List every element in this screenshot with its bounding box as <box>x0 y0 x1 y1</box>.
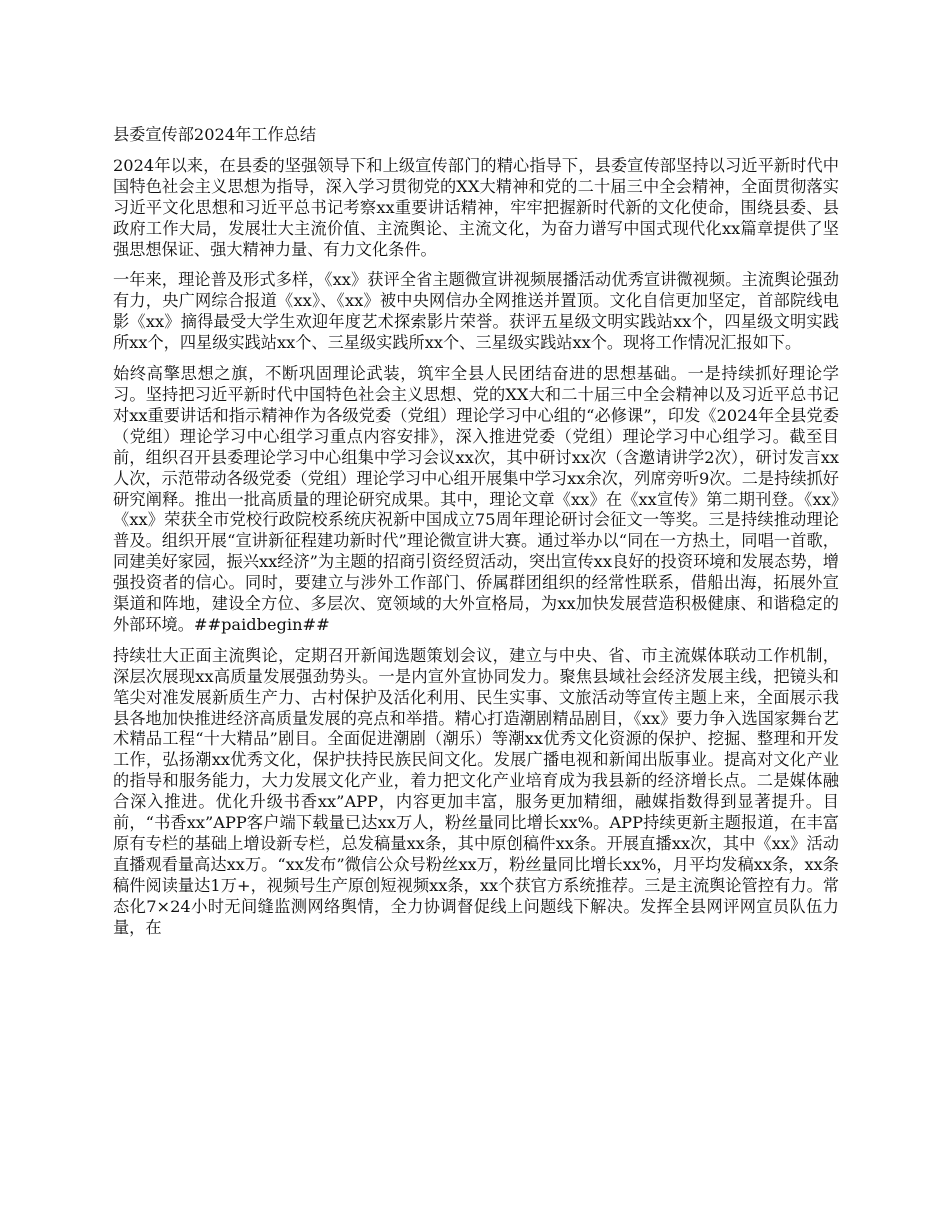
document-title: 县委宣传部2024年工作总结 <box>113 125 317 144</box>
document-body <box>113 125 839 949</box>
paragraph-achievements: 一年来，理论普及形式多样，《xx》获评全省主题微宣讲视频展播活动优秀宣讲微视频。主流舆论强劲有力，央广网综合报道《xx》、《xx》被中央网信办全网推送并置顶。文化自信更加坚定，首部院线电影《xx》摘得最受大学生欢迎年度艺术探索影片荣誉。获评五星级文明实践站xx个，四星级文明实践所xx个，四星级实践站xx个、三星级实践所xx个、三星级实践站xx个。现将工作情况汇报如下。 <box>113 270 839 353</box>
paragraph-theory: 始终高擎思想之旗，不断巩固理论武装，筑牢全县人民团结奋进的思想基础。一是持续抓好理论学习。坚持把习近平新时代中国特色社会主义思想、党的XX大和二十届三中全会精神以及习近平总书记对xx重要讲话和指示精神作为各级党委（党组）理论学习中心组的“必修课”，印发《2024年全县党委（党组）理论学习中心组学习重点内容安排》，深入推进党委（党组）理论学习中心组学习。截至目前，组织召开县委理论学习中心组集中学习会议xx次，其中研讨xx次（含邀请讲学2次），研讨发言xx人次，示范带动各级党委（党组）理论学习中心组开展集中学习xx余次，列席旁听9次。二是持续抓好研究阐释。推出一批高质量的理论研究成果。其中，理论文章《xx》在《xx宣传》第二期刊登。《xx》《xx》荣获全市党校行政院校系统庆祝新中国成立75周年理论研讨会征文一等奖。三是持续推动理论普及。组织开展“宣讲新征程建功新时代”理论微宣讲大赛。通过举办以“同在一方热土，同唱一首歌，同建美好家园，振兴xx经济”为主题的招商引资经贸活动，突出宣传xx良好的投资环境和发展态势，增强投资者的信心。同时，要建立与涉外工作部门、侨属群团组织的经常性联系，借船出海，拓展外宣渠道和阵地，建设全方位、多层次、宽领域的大外宣格局，为xx加快发展营造积极健康、和谐稳定的外部环境。##paidbegin## <box>113 364 839 634</box>
paragraph-public-opinion: 持续壮大正面主流舆论，定期召开新闻选题策划会议，建立与中央、省、市主流媒体联动工作机制，深层次展现xx高质量发展强劲势头。一是内宣外宣协同发力。聚焦县域社会经济发展主线，把镜头和笔尖对准发展新质生产力、古村保护及活化利用、民生实事、文旅活动等宣传主题上来，全面展示我县各地加快推进经济高质量发展的亮点和举措。精心打造潮剧精品剧目，《xx》要力争入选国家舞台艺术精品工程“十大精品”剧目。全面促进潮剧（潮乐）等潮xx优秀文化资源的保护、挖掘、整理和开发工作，弘扬潮xx优秀文化，保护扶持民族民间文化。发展广播电视和新闻出版事业。提高对文化产业的指导和服务能力，大力发展文化产业，着力把文化产业培育成为我县新的经济增长点。二是媒体融合深入推进。优化升级书香xx”APP，内容更加丰富，服务更加精细，融媒指数得到显著提升。目前，“书香xx”APP客户端下载量已达xx万人，粉丝量同比增长xx%。APP持续更新主题报道，在丰富原有专栏的基础上增设新专栏，总发稿量xx条，其中原创稿件xx条。开展直播xx次，其中《xx》活动直播观看量高达xx万。“xx发布”微信公众号粉丝xx万，粉丝量同比增长xx%，月平均发稿xx条，xx条稿件阅读量达1万+，视频号生产原创短视频xx条，xx个获官方系统推荐。三是主流舆论管控有力。常态化7×24小时无间缝监测网络舆情，全力协调督促线上问题线下解决。发挥全县网评网宣员队伍力量，在 <box>113 645 839 937</box>
paragraph-intro: 2024年以来，在县委的坚强领导下和上级宣传部门的精心指导下，县委宣传部坚持以习近平新时代中国特色社会主义思想为指导，深入学习贯彻党的XX大精神和党的二十届三中全会精神，全面贯彻落实习近平文化思想和习近平总书记考察xx重要讲话精神，牢牢把握新时代新的文化使命，围绕县委、县政府工作大局，发展壮大主流价值、主流舆论、主流文化，为奋力谱写中国式现代化xx篇章提供了坚强思想保证、强大精神力量、有力文化条件。 <box>113 155 839 259</box>
